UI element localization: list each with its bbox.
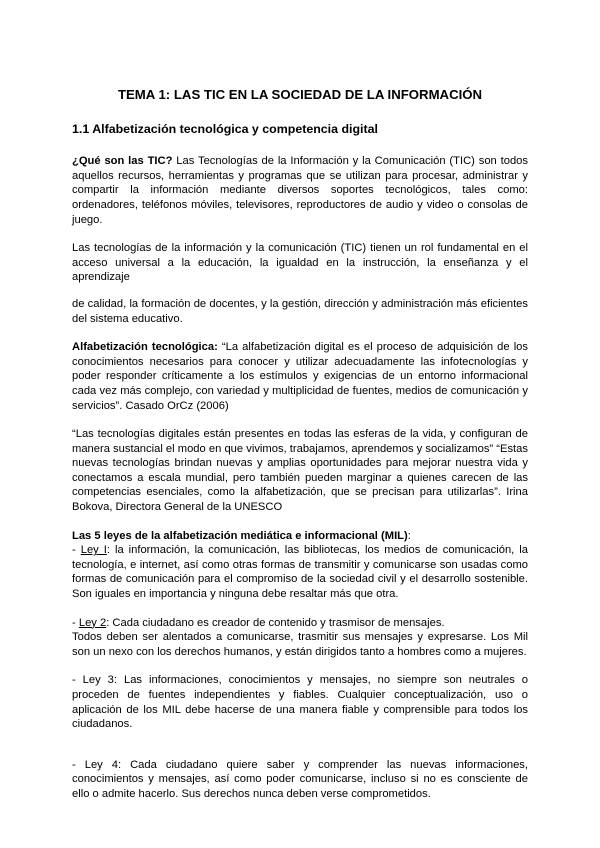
leyes-heading-text: Las 5 leyes de la alfabetización mediática e informacional (MIL) [72,529,408,542]
document-body [72,88,528,802]
paragraph-calidad: de calidad, la formación de docentes, y la gestión, dirección y administración más eficientes del sistema educativo. [72,297,528,325]
ley-2-label: Ley 2 [78,616,107,629]
paragraph-ley-3: - Ley 3: Las informaciones, conocimientos y mensajes, no siempre son neutrales o proceden de fuentes independientes y fiables. Cualquier conceptualización, uso o aplicación de los MIL debe hacerse de una manera fiable y comprensible para todos los ciudadanos. [72,674,528,731]
alfabetizacion-text: “La alfabetización digital es el proceso de adquisición de los conocimientos necesarios para conocer y utilizar adecuadamente las infotecnologías y poder responder críticamente a los estímulos y exigencias de un entorno informacional cada vez más complejo, con variedad y multiplicidad de fuentes, medios de comunicación y servicios”. Casado OrCz (2006) [72,341,529,412]
ley-1-prefix: - [72,544,81,557]
paragraph-ley-2 [72,616,528,631]
paragraph-ley-4: - Ley 4: Cada ciudadano quiere saber y comprender las nuevas informaciones, conocimientos y mensajes, así como poder comunicarse, incluso si no es consciente de ello o admite hacerlo. Sus derechos nunca deben verse comprometidos. [72,758,528,800]
paragraph-ley-1 [72,543,528,601]
ley-2-text: : Cada ciudadano es creador de contenido y trasmisor de mensajes. [106,616,445,629]
leyes-heading [72,529,528,544]
ley-1-text: : la información, la comunicación, las bibliotecas, los medios de comunicación, la tecnología, e internet, así como otras formas de transmitir y comunicarse son usadas como formas de comunicación para el compromiso de la sociedad civil y el desarrollo sostenible. Son iguales en importancia y ninguna debe resaltar más que otra. [72,544,528,601]
ley-1-label: Ley I [80,544,107,557]
section-heading: 1.1 Alfabetización tecnológica y competencia digital [72,121,378,136]
tic-text: Las Tecnologías de la Información y la Comunicación (TIC) son todos aquellos recursos, herramientas y programas que se utilizan para procesar, administrar y compartir la información mediante diversos soportes tecnológicos, tales como: ordenadores, teléfonos móviles, televisores, reproductores de audio y video o consolas de juego. [72,155,528,226]
paragraph-rol: Las tecnologías de la información y la comunicación (TIC) tienen un rol fundamental en el acceso universal a la educación, la igualdad en la instrucción, la enseñanza y el aprendizaje [72,242,528,284]
leyes-heading-colon: : [407,529,411,542]
paragraph-ley-2-continued: Todos deben ser alentados a comunicarse, trasmitir sus mensajes y expresarse. Los Mil son un nexo con los derechos humanos, y están dirigidos tanto a hombres como a mujeres. [72,631,528,658]
ley-2-prefix: - [72,616,79,629]
page-title: TEMA 1: LAS TIC EN LA SOCIEDAD DE LA INFORMACIÓN [117,87,483,102]
paragraph-tic [72,154,528,227]
paragraph-unesco-quote: “Las tecnologías digitales están presentes en todas las esferas de la vida, y configuran de manera sustancial el modo en que vivimos, trabajamos, aprendemos y socializamos” “Estas nuevas tecnologías brindan nuevas y amplias oportunidades para mejorar nuestra vida y conectamos a escala mundial, pero también pueden marginar a quienes carecen de las competencias esenciales, como la alfabetización, que se precisan para utilizarlas”. Irina Bokova, Directora General de la UNESCO [72,428,528,514]
tic-lead: ¿Qué son las TIC? [72,155,173,168]
alfabetizacion-lead: Alfabetización tecnológica: [72,341,218,354]
paragraph-alfabetizacion [72,340,528,413]
